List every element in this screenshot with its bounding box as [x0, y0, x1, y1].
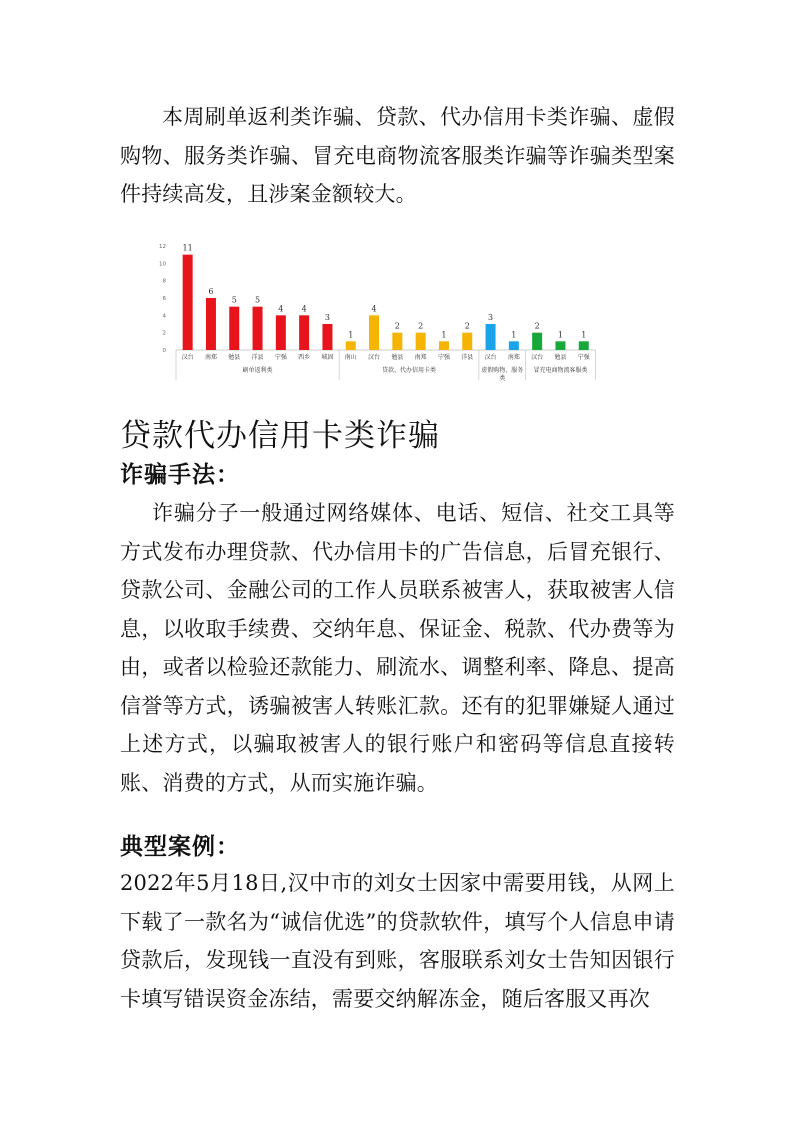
data-label: 5 — [231, 295, 237, 305]
data-label: 2 — [418, 321, 424, 331]
x-tick-label: 城固 — [321, 354, 334, 361]
x-tick-label: 汉台 — [368, 354, 381, 361]
data-label: 5 — [255, 295, 261, 305]
section-title: 贷款代办信用卡类诈骗 — [120, 418, 440, 454]
bar — [509, 341, 519, 350]
x-tick-label: 宁强 — [437, 354, 450, 361]
data-label: 4 — [371, 304, 377, 314]
data-label: 1 — [581, 330, 587, 340]
x-tick-label: 洋县 — [461, 354, 474, 361]
bar — [579, 341, 589, 350]
case-heading: 典型案例： — [120, 834, 240, 860]
y-tick-label: 2 — [162, 330, 166, 337]
x-tick-label: 汉台 — [181, 354, 194, 361]
data-label: 4 — [301, 304, 307, 314]
bar — [392, 333, 402, 350]
bar — [486, 324, 496, 350]
method-heading: 诈骗手法： — [120, 462, 240, 488]
group-label: 虚假购物、服务 — [481, 367, 524, 374]
bar — [206, 298, 216, 350]
y-tick-label: 6 — [162, 296, 166, 302]
data-label: 11 — [182, 243, 193, 253]
case-paragraph: 2022年5月18日,汉中市的刘女士因家中需要用钱，从网上下载了一款名为“诚信优选”的贷款软件，填写个人信息申请贷款后，发现钱一直没有到账，客服联系刘女士告知因银行卡填写错误资金冻结，需要交纳解冻金，随后客服又再次 — [120, 871, 675, 1011]
x-tick-label: 宁强 — [274, 354, 287, 361]
bar — [183, 255, 193, 350]
group-label: 刷单返利类 — [242, 367, 273, 374]
x-tick-label: 汉台 — [531, 354, 544, 361]
data-label: 1 — [557, 330, 563, 340]
x-tick-label: 南山 — [344, 354, 357, 361]
bar — [555, 341, 565, 350]
bar — [229, 307, 239, 350]
group-label: 贷款、代办信用卡类 — [381, 367, 437, 374]
group-label: 冒充电商物流客服类 — [533, 367, 588, 374]
data-label: 1 — [441, 330, 447, 340]
bar — [299, 315, 309, 350]
method-paragraph: 诈骗分子一般通过网络媒体、电话、短信、社交工具等方式发布办理贷款、代办信用卡的广告信息，后冒充银行、贷款公司、金融公司的工作人员联系被害人，获取被害人信息，以收取手续费、交纳年息、保证金、税款、代办费等为由，或者以检验还款能力、刷流水、调整利率、降息、提高信誉等方式，诱骗被害人转账汇款。还有的犯罪嫌疑人通过上述方式，以骗取被害人的银行账户和密码等信息直接转账、消费的方式，从而实施诈骗。 — [120, 501, 675, 795]
x-tick-label: 宁强 — [577, 354, 590, 361]
bar — [416, 333, 426, 350]
chart-svg — [150, 232, 610, 390]
bar — [462, 333, 472, 350]
data-label: 1 — [511, 330, 517, 340]
data-label: 3 — [324, 313, 330, 322]
bar — [322, 324, 332, 350]
x-tick-label: 勉县 — [391, 354, 404, 361]
data-label: 1 — [348, 330, 354, 340]
group-label: 类 — [499, 375, 506, 382]
x-tick-label: 勉县 — [554, 354, 567, 361]
x-tick-label: 南郑 — [414, 354, 427, 361]
data-label: 2 — [394, 321, 400, 331]
y-tick-label: 12 — [159, 244, 166, 250]
bar — [439, 341, 449, 350]
x-tick-label: 南郑 — [204, 354, 217, 361]
x-tick-label: 汉台 — [484, 354, 497, 361]
intro-paragraph: 本周刷单返利类诈骗、贷款、代办信用卡类诈骗、虚假购物、服务类诈骗、冒充电商物流客服类诈骗等诈骗类型案件持续高发，且涉案金额较大。 — [120, 105, 675, 206]
x-tick-label: 南郑 — [507, 354, 520, 361]
y-tick-label: 4 — [162, 313, 166, 320]
bar — [532, 333, 542, 350]
x-tick-label: 西乡 — [298, 354, 311, 361]
data-label: 4 — [278, 304, 284, 314]
data-label: 2 — [534, 321, 540, 331]
x-tick-label: 洋县 — [251, 354, 264, 361]
y-tick-label: 8 — [162, 278, 166, 285]
bar — [369, 315, 379, 350]
y-tick-label: 0 — [162, 348, 166, 354]
x-tick-label: 勉县 — [228, 354, 241, 361]
bar — [346, 341, 356, 350]
bar — [253, 307, 263, 350]
data-label: 2 — [464, 321, 470, 331]
fraud-type-bar-chart — [150, 232, 610, 390]
data-label: 6 — [208, 287, 214, 296]
y-tick-label: 10 — [159, 261, 166, 268]
bar — [276, 315, 286, 350]
data-label: 3 — [488, 313, 494, 322]
